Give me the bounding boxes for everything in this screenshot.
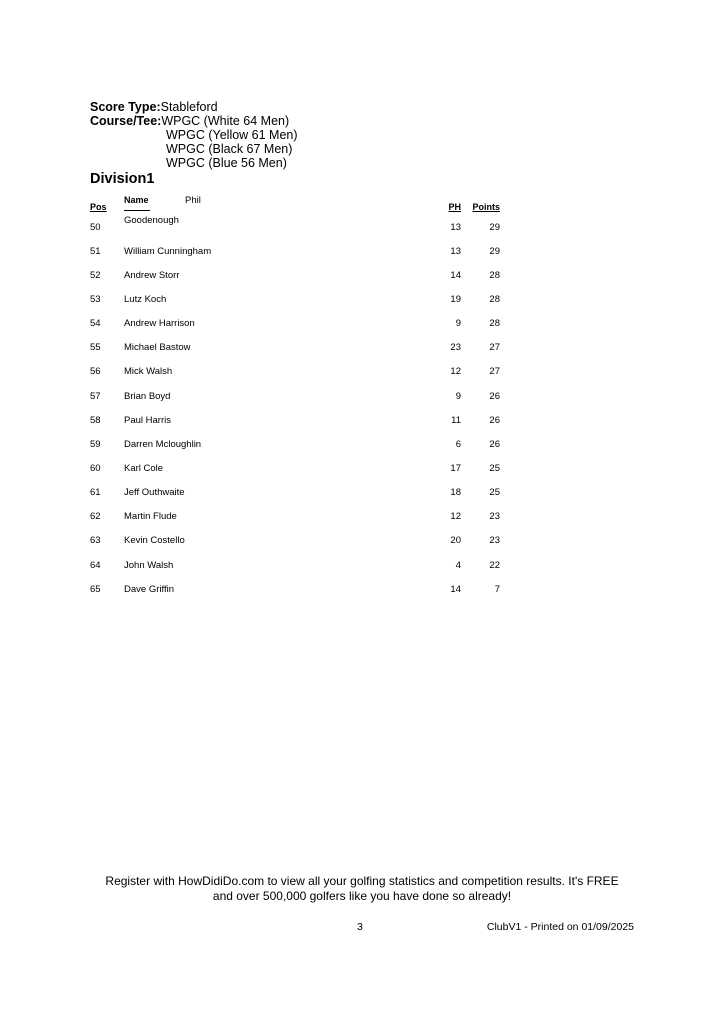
ph-cell: 12 xyxy=(450,366,461,377)
table-row xyxy=(0,318,724,332)
table-row xyxy=(0,439,724,453)
ph-cell: 23 xyxy=(450,342,461,353)
division-title: Division1 xyxy=(90,171,155,187)
course-tee-label: Course/Tee: xyxy=(90,114,162,128)
name-underline xyxy=(124,210,150,211)
column-header-pos: Pos xyxy=(90,202,107,212)
score-type-line xyxy=(90,100,218,114)
column-header-name: Name xyxy=(124,195,149,205)
table-row xyxy=(0,511,724,525)
player-name-cell: Dave Griffin xyxy=(124,584,174,595)
points-cell: 7 xyxy=(494,584,500,595)
footer-promo-line-2: and over 500,000 golfers like you have done so already! xyxy=(212,889,512,903)
points-cell: 26 xyxy=(489,439,500,450)
player-name-cell: Michael Bastow xyxy=(124,342,191,353)
player-name-cell: Karl Cole xyxy=(124,463,164,474)
table-row xyxy=(0,342,724,356)
ph-cell: 4 xyxy=(455,560,461,571)
player-first-name: Phil xyxy=(185,195,201,206)
player-name-cell: William Cunningham xyxy=(124,246,212,257)
points-cell: 23 xyxy=(489,535,500,546)
player-name-cell: Mick Walsh xyxy=(124,366,173,377)
ph-cell: 9 xyxy=(455,318,461,329)
ph-cell: 17 xyxy=(450,463,461,474)
points-cell: 25 xyxy=(489,463,500,474)
ph-cell: 9 xyxy=(455,391,461,402)
points-cell: 28 xyxy=(489,294,500,305)
position-cell: 64 xyxy=(90,560,101,571)
table-row xyxy=(0,391,724,405)
table-row xyxy=(0,535,724,549)
footer-promo-line-1: Register with HowDidiDo.com to view all your golfing statistics and competition results. It's FREE xyxy=(105,874,619,888)
ph-cell: 12 xyxy=(450,511,461,522)
player-name-cell: Goodenough xyxy=(124,215,179,226)
table-row xyxy=(0,463,724,477)
table-row xyxy=(0,366,724,380)
position-cell: 60 xyxy=(90,463,101,474)
ph-cell: 14 xyxy=(450,584,461,595)
points-cell: 26 xyxy=(489,415,500,426)
position-cell: 59 xyxy=(90,439,101,450)
tee-item: WPGC (Yellow 61 Men) xyxy=(166,128,298,142)
position-cell: 62 xyxy=(90,511,101,522)
position-cell: 57 xyxy=(90,391,101,402)
points-cell: 22 xyxy=(489,560,500,571)
player-name-cell: Jeff Outhwaite xyxy=(124,487,185,498)
ph-cell: 6 xyxy=(455,439,461,450)
course-tee-line xyxy=(90,114,289,128)
player-name-cell: Paul Harris xyxy=(124,415,171,426)
tee-item: WPGC (Black 67 Men) xyxy=(166,142,293,156)
position-cell: 50 xyxy=(90,222,101,233)
table-row xyxy=(0,294,724,308)
position-cell: 63 xyxy=(90,535,101,546)
position-cell: 53 xyxy=(90,294,101,305)
player-name-cell: Kevin Costello xyxy=(124,535,185,546)
ph-cell: 14 xyxy=(450,270,461,281)
points-cell: 28 xyxy=(489,318,500,329)
points-cell: 28 xyxy=(489,270,500,281)
ph-cell: 18 xyxy=(450,487,461,498)
ph-cell: 11 xyxy=(451,415,461,426)
position-cell: 52 xyxy=(90,270,101,281)
points-cell: 27 xyxy=(489,366,500,377)
player-name-cell: Martin Flude xyxy=(124,511,177,522)
position-cell: 51 xyxy=(90,246,101,257)
position-cell: 56 xyxy=(90,366,101,377)
points-cell: 27 xyxy=(489,342,500,353)
page-number: 3 xyxy=(357,921,363,933)
player-name-cell: John Walsh xyxy=(124,560,174,571)
table-row xyxy=(0,487,724,501)
points-cell: 25 xyxy=(489,487,500,498)
ph-cell: 19 xyxy=(450,294,461,305)
points-cell: 26 xyxy=(489,391,500,402)
points-cell: 29 xyxy=(489,222,500,233)
table-row xyxy=(0,584,724,598)
printed-info: ClubV1 - Printed on 01/09/2025 xyxy=(486,921,634,933)
table-row xyxy=(0,415,724,429)
ph-cell: 13 xyxy=(450,222,461,233)
player-name-cell: Brian Boyd xyxy=(124,391,171,402)
table-row xyxy=(0,215,724,236)
position-cell: 55 xyxy=(90,342,101,353)
column-header-points: Points xyxy=(472,202,500,212)
points-cell: 23 xyxy=(489,511,500,522)
player-name-cell: Andrew Storr xyxy=(124,270,180,281)
table-row xyxy=(0,270,724,284)
position-cell: 54 xyxy=(90,318,101,329)
tee-item: WPGC (White 64 Men) xyxy=(161,114,290,128)
score-type-value: Stableford xyxy=(160,100,218,114)
player-name-cell: Andrew Harrison xyxy=(124,318,195,329)
ph-cell: 20 xyxy=(450,535,461,546)
score-type-label: Score Type: xyxy=(90,100,161,114)
player-name-cell: Darren Mcloughlin xyxy=(124,439,202,450)
points-cell: 29 xyxy=(489,246,500,257)
table-row xyxy=(0,246,724,260)
tee-item: WPGC (Blue 56 Men) xyxy=(166,156,287,170)
player-name-cell: Lutz Koch xyxy=(124,294,167,305)
table-row xyxy=(0,560,724,574)
position-cell: 65 xyxy=(90,584,101,595)
ph-cell: 13 xyxy=(450,246,461,257)
position-cell: 58 xyxy=(90,415,101,426)
position-cell: 61 xyxy=(90,487,101,498)
column-header-ph: PH xyxy=(448,202,461,212)
